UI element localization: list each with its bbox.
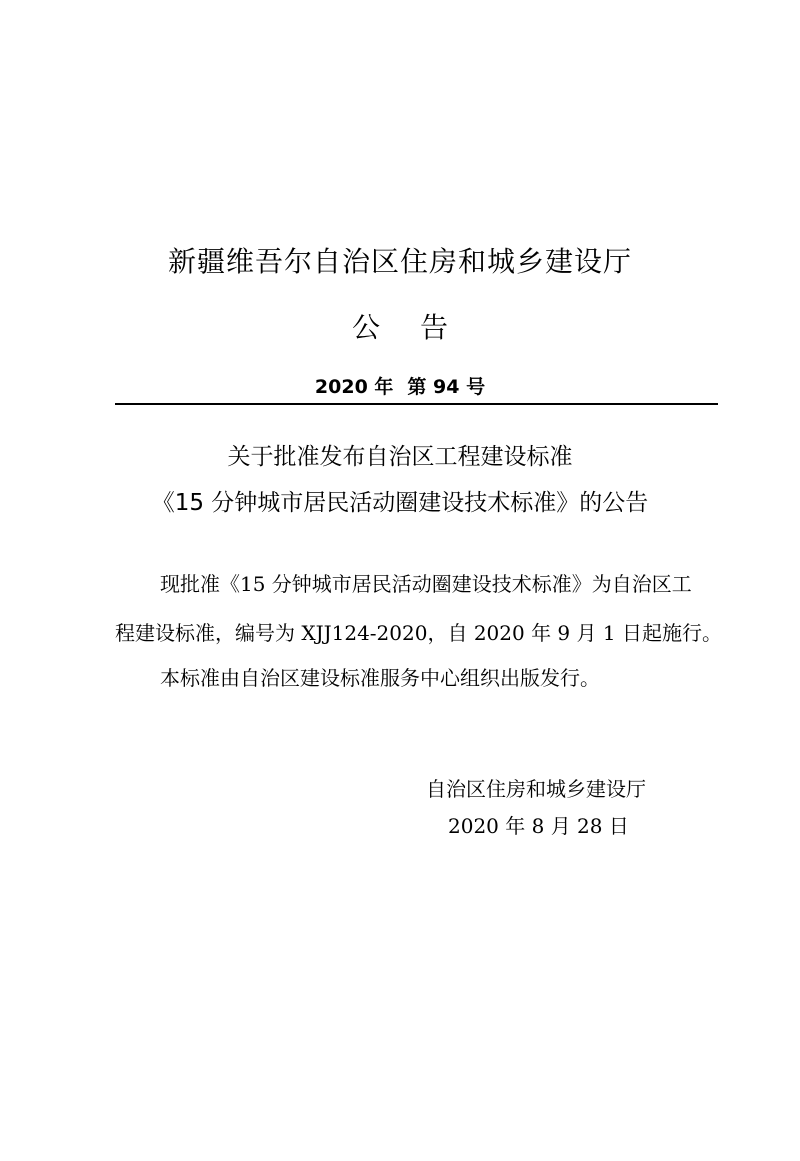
issuer-name: 新疆维吾尔自治区住房和城乡建设厅 <box>167 245 632 278</box>
document-year: 2020 年 <box>314 376 394 398</box>
body-paragraph-1-line-1: 现批准《15 分钟城市居民活动圈建设技术标准》为自治区工 <box>160 572 692 596</box>
announcement-title-line-2: 《15 分钟城市居民活动圈建设技术标准》的公告 <box>151 490 649 516</box>
announcement-title-line-1: 关于批准发布自治区工程建设标准 <box>227 444 573 470</box>
document-type: 公告 <box>351 311 488 344</box>
signature-date: 2020 年 8 月 28 日 <box>448 814 629 838</box>
signature-organization: 自治区住房和城乡建设厅 <box>426 777 646 801</box>
body-paragraph-2: 本标准由自治区建设标准服务中心组织出版发行。 <box>160 666 600 690</box>
header-divider <box>115 403 718 405</box>
document-serial: 第 94 号 <box>407 376 486 398</box>
document-number <box>0 372 800 399</box>
body-paragraph-1-line-2: 程建设标准，编号为 XJJ124-2020，自 2020 年 9 月 1 日起施行。 <box>115 621 722 645</box>
